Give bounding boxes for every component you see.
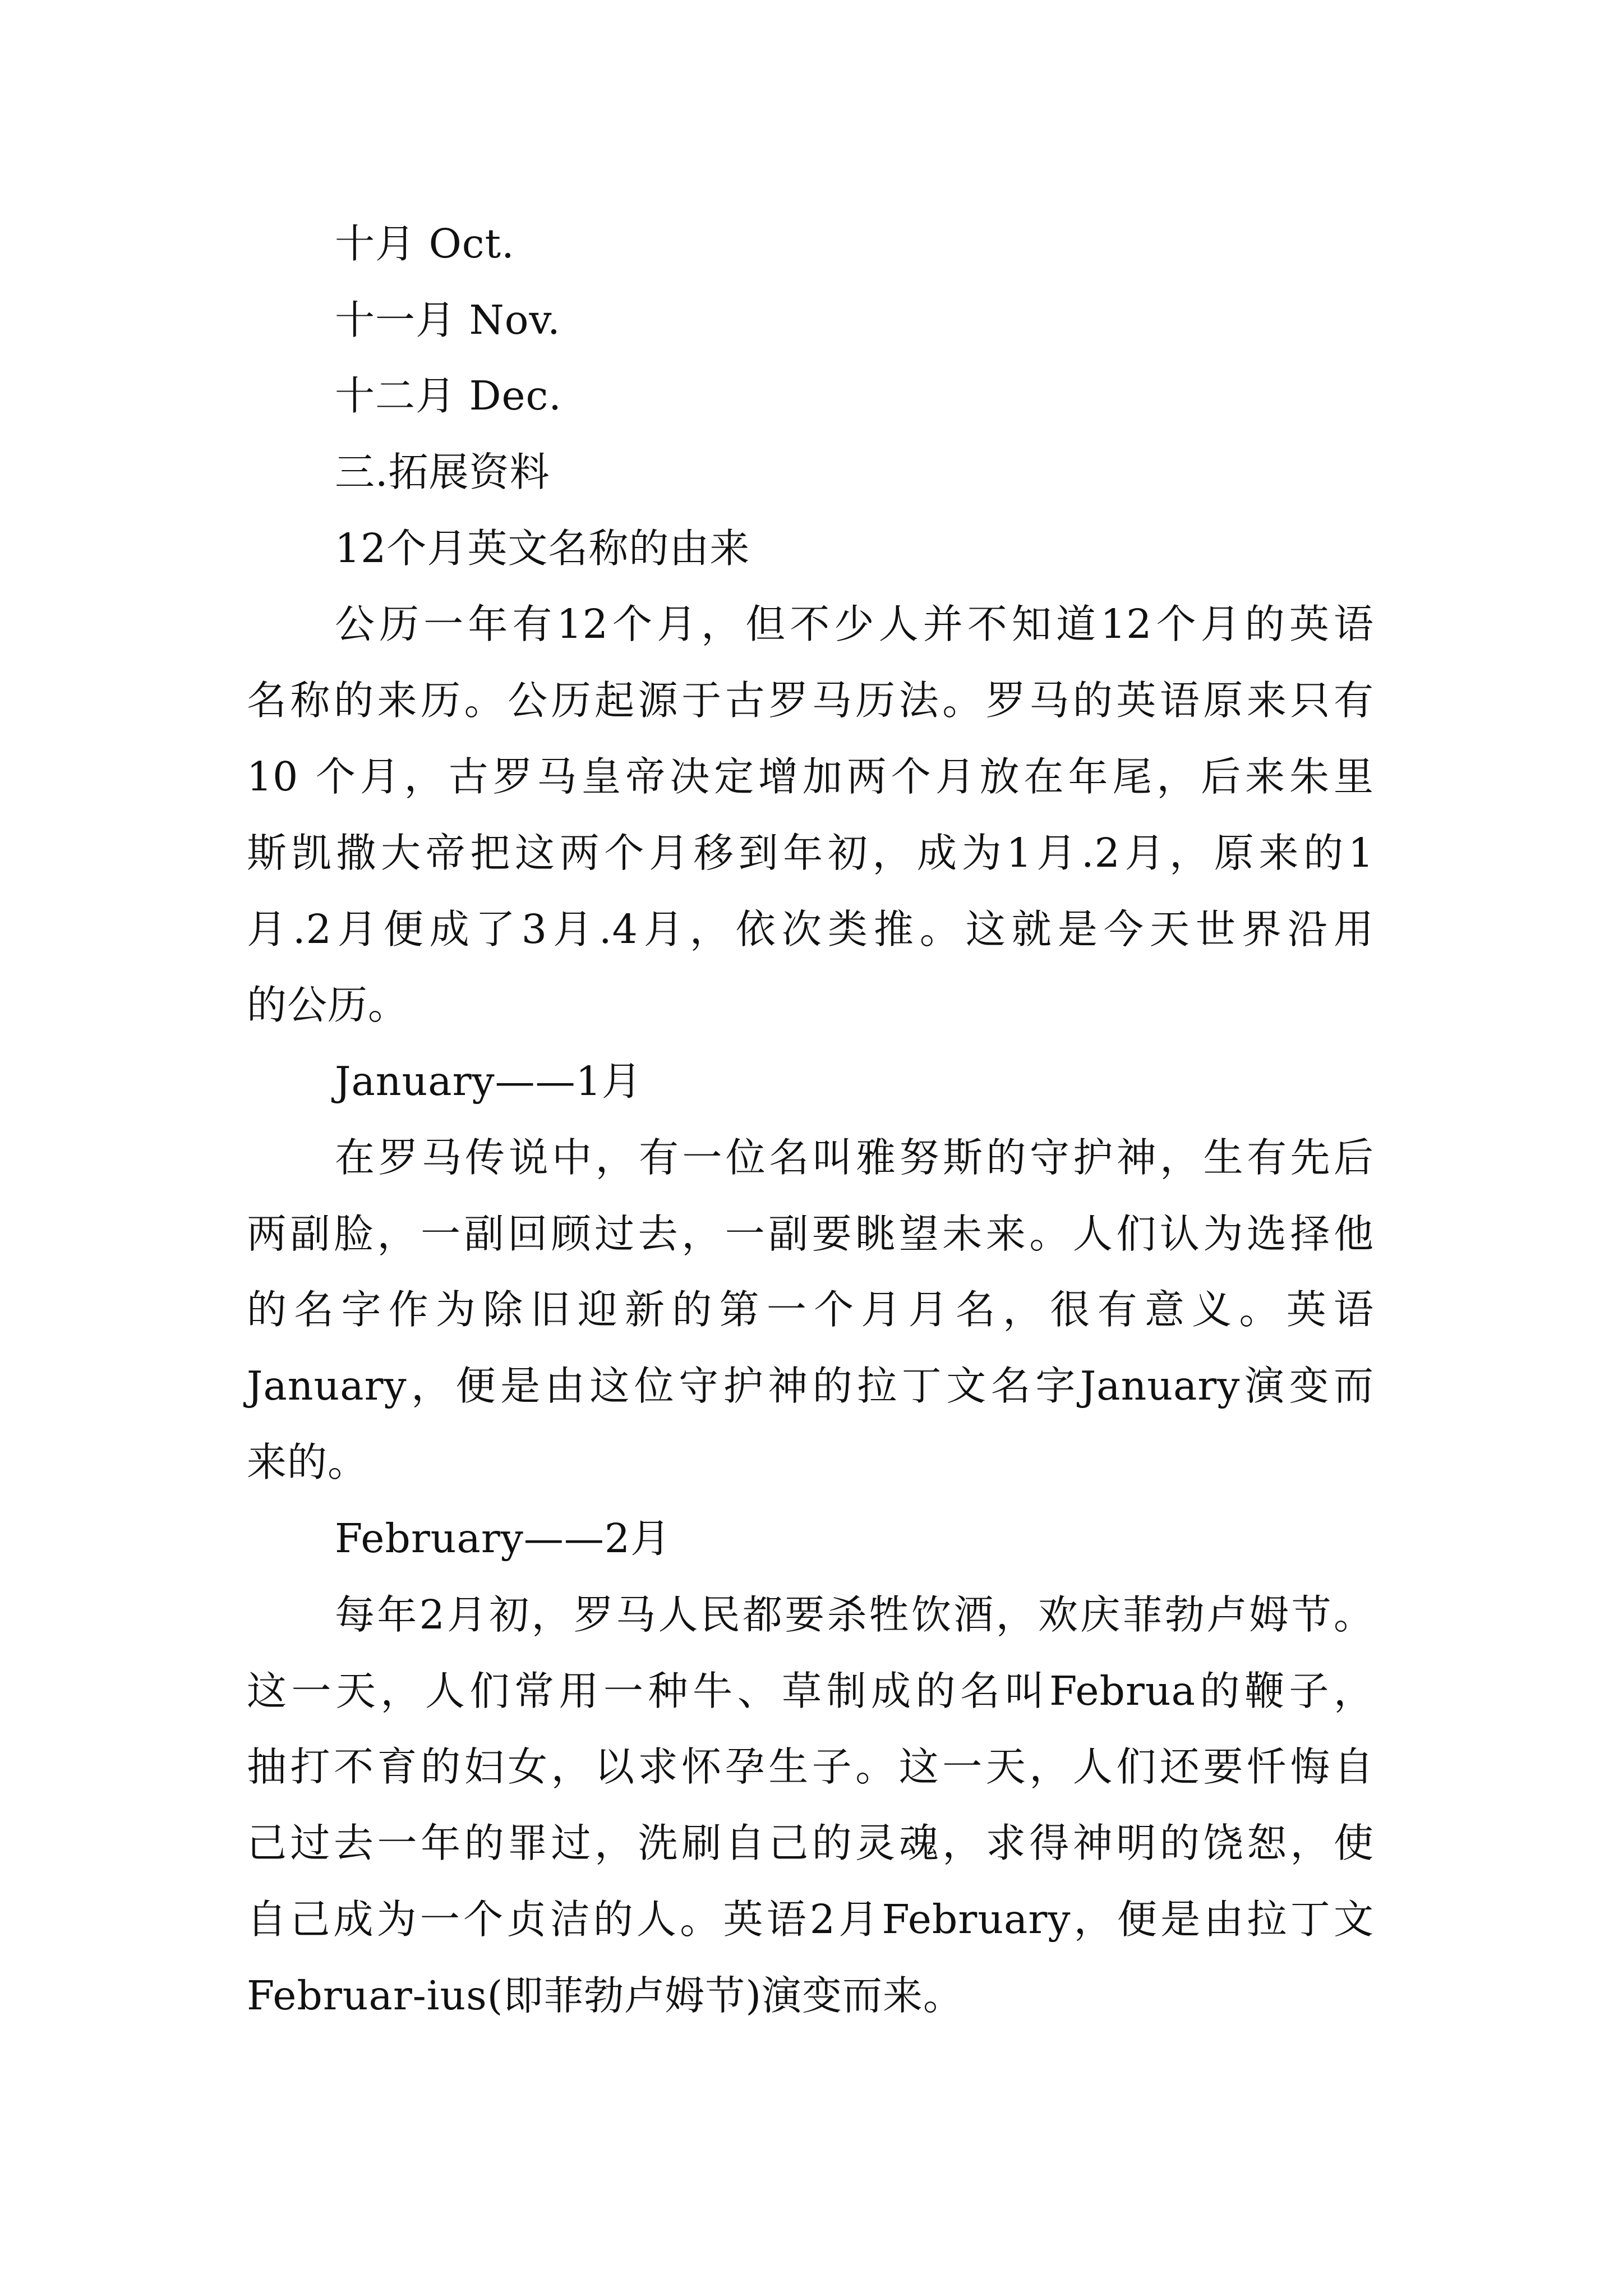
january-paragraph-line: 两副脸，一副回顾过去，一副要眺望未来。人们认为选择他 <box>247 1211 1374 1257</box>
intro-paragraph-line: 斯凯撒大帝把这两个月移到年初，成为1月.2月，原来的1 <box>247 830 1374 876</box>
february-paragraph-line: 己过去一年的罪过，洗刷自己的灵魂，求得神明的饶恕，使 <box>247 1820 1374 1866</box>
intro-paragraph-line: 的公历。 <box>247 982 409 1028</box>
january-paragraph-line: January，便是由这位守护神的拉丁文名字January演变而 <box>247 1363 1374 1409</box>
january-paragraph-line: 的名字作为除旧迎新的第一个月月名，很有意义。英语 <box>247 1286 1374 1333</box>
january-heading: January——1月 <box>335 1058 642 1105</box>
month-list-item: 十二月 Dec. <box>335 372 562 419</box>
month-list-item: 十月 Oct. <box>335 220 515 267</box>
january-paragraph-line: 在罗马传说中，有一位名叫雅努斯的守护神，生有先后 <box>335 1134 1374 1181</box>
january-paragraph-line: 来的。 <box>247 1439 368 1485</box>
month-list-item: 十一月 Nov. <box>335 297 561 343</box>
intro-paragraph-line: 月.2月便成了3月.4月，依次类推。这就是今天世界沿用 <box>247 906 1374 953</box>
intro-paragraph-line: 公历一年有12个月，但不少人并不知道12个月的英语 <box>335 601 1374 647</box>
february-paragraph-line: 这一天，人们常用一种牛、草制成的名叫Februa的鞭子， <box>247 1668 1374 1714</box>
february-paragraph-line: 自己成为一个贞洁的人。英语2月February，便是由拉丁文 <box>247 1896 1374 1943</box>
article-title: 12个月英文名称的由来 <box>335 525 750 572</box>
section-heading: 三.拓展资料 <box>335 449 550 495</box>
february-paragraph-line: Februar-ius(即菲勃卢姆节)演变而来。 <box>247 1972 964 2019</box>
february-paragraph-line: 抽打不育的妇女，以求怀孕生子。这一天，人们还要忏悔自 <box>247 1743 1374 1790</box>
intro-paragraph-line: 名称的来历。公历起源于古罗马历法。罗马的英语原来只有 <box>247 677 1374 724</box>
intro-paragraph-line: 10 个月，古罗马皇帝决定增加两个月放在年尾，后来朱里 <box>247 753 1374 800</box>
february-heading: February——2月 <box>335 1515 671 1562</box>
february-paragraph-line: 每年2月初，罗马人民都要杀牲饮酒，欢庆菲勃卢姆节。 <box>335 1591 1374 1638</box>
